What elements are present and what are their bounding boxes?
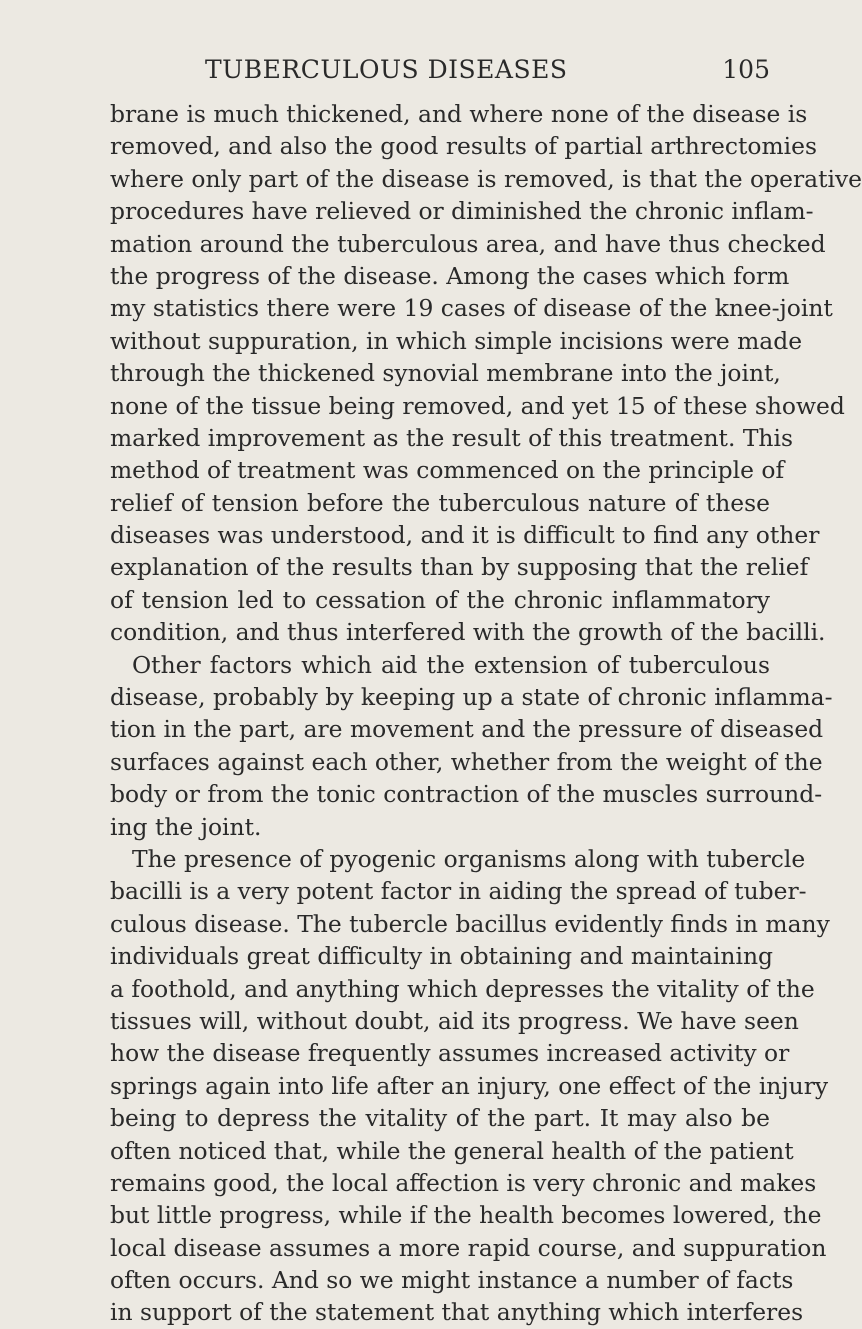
text-line: how the disease frequently assumes increased activity or [110, 1039, 790, 1068]
text-line: without suppuration, in which simple incisions were made [110, 326, 803, 355]
text-line: diseases was understood, and it is difficult to find any other [110, 521, 820, 550]
body-text [110, 98, 862, 1329]
text-line: tion in the part, are movement and the pressure of diseased [110, 715, 824, 744]
text-line: relief of tension before the tuberculous nature of these [110, 488, 770, 517]
running-head-title: TUBERCULOUS DISEASES [205, 55, 568, 84]
text-line: none of the tissue being removed, and yet 15 of these showed [110, 391, 845, 420]
text-line: surfaces against each other, whether from the weight of the [110, 747, 823, 776]
text-line: often occurs. And so we might instance a number of facts [110, 1266, 794, 1295]
page-number: 105 [722, 55, 770, 84]
text-line: tissues will, without doubt, aid its progress. We have seen [110, 1006, 799, 1035]
text-line: a foothold, and anything which depresses the vitality of the [110, 974, 815, 1003]
text-line: removed, and also the good results of partial arthrectomies [110, 132, 817, 161]
text-line: often noticed that, while the general health of the patient [110, 1136, 794, 1165]
text-line: condition, and thus interfered with the growth of the bacilli. [110, 618, 826, 647]
text-line: the progress of the disease. Among the cases which form [110, 261, 790, 290]
text-line: individuals great difficulty in obtaining and maintaining [110, 942, 774, 971]
text-line: remains good, the local affection is very chronic and makes [110, 1168, 817, 1197]
text-line: method of treatment was commenced on the principle of [110, 456, 785, 485]
text-line: brane is much thickened, and where none of the disease is [110, 100, 808, 128]
text-line: body or from the tonic contraction of the muscles surround- [110, 780, 823, 809]
text-line: my statistics there were 19 cases of disease of the knee-joint [110, 294, 833, 323]
text-line: bacilli is a very potent factor in aiding the spread of tuber- [110, 877, 807, 906]
text-line: disease, probably by keeping up a state of chronic inflamma- [110, 683, 833, 712]
text-line: in support of the statement that anything which interferes [110, 1298, 804, 1327]
text-line: where only part of the disease is removed, is that the operative [110, 164, 862, 193]
text-line: Other factors which aid the extension of tuberculous [132, 650, 770, 679]
text-line: through the thickened synovial membrane into the joint, [110, 359, 781, 388]
text-line: springs again into life after an injury, one effect of the injury [110, 1071, 829, 1100]
running-head [110, 55, 770, 91]
text-line: explanation of the results than by supposing that the relief [110, 553, 809, 582]
text-line: marked improvement as the result of this treatment. This [110, 423, 793, 452]
text-line: culous disease. The tubercle bacillus evidently finds in many [110, 909, 830, 938]
text-line: mation around the tuberculous area, and have thus checked [110, 229, 826, 258]
text-line: procedures have relieved or diminished the chronic inflam- [110, 197, 814, 226]
text-line: being to depress the vitality of the part. It may also be [110, 1104, 770, 1133]
text-line: of tension led to cessation of the chronic inflammatory [110, 585, 770, 614]
text-line: local disease assumes a more rapid course, and suppuration [110, 1233, 827, 1262]
text-line: ing the joint. [110, 812, 262, 841]
text-line: The presence of pyogenic organisms along with tubercle [132, 844, 806, 873]
text-line: but little progress, while if the health becomes lowered, the [110, 1201, 822, 1230]
